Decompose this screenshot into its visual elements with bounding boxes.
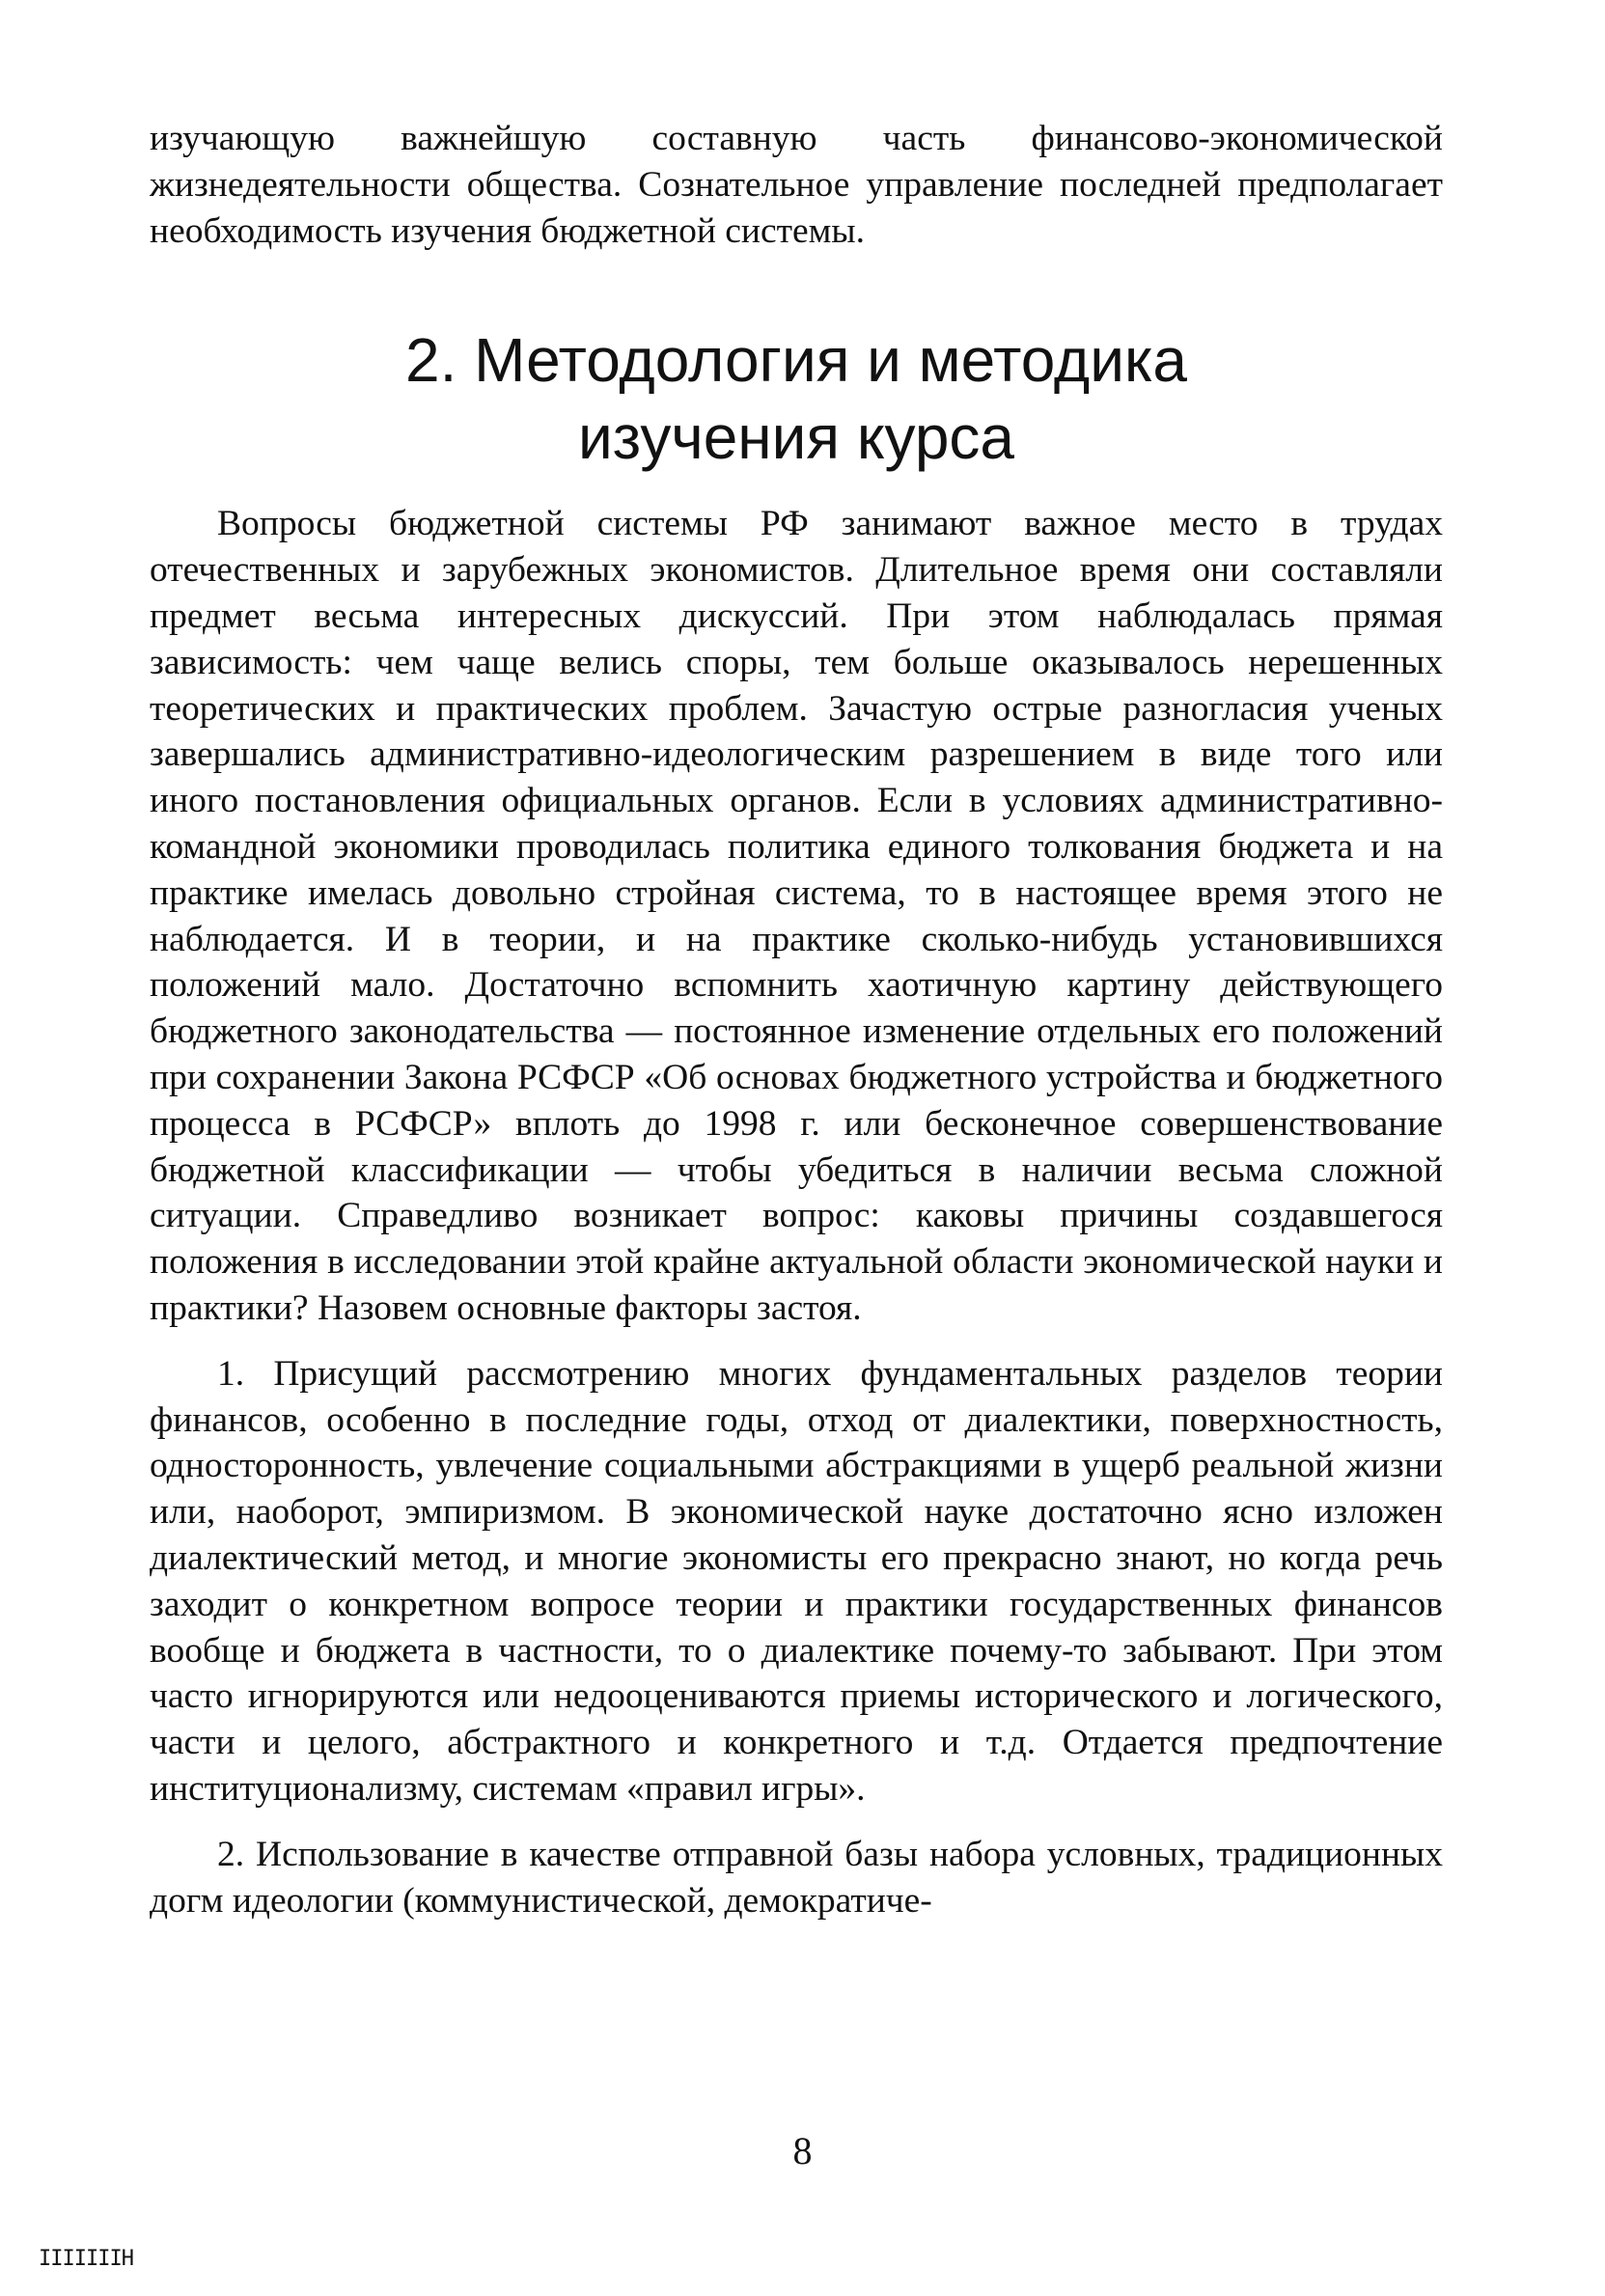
corner-mark: IIIIIIIH [39, 2247, 133, 2271]
intro-paragraph: изучающую важнейшую составную часть финансово-экономической жизнедеятельности общества. Сознательное управление последней предполагает необходимость изучения бюджетной системы. [150, 119, 1443, 251]
spacer [150, 1812, 1443, 1832]
page-number: 8 [792, 2129, 813, 2172]
list-item-1: 1. Присущий рассмотрению многих фундаментальных разделов теории финансов, особенно в последние годы, отход от диалектики, поверхностность, односторонность, увлечение социальными абстракциями в ущерб реальной жизни или, наоборот, эмпиризмом. В экономической науке достаточно ясно изложен диалектический метод, и многие экономисты его прекрасно знают, но когда речь заходит о конкретном вопросе теории и практики государственных финансов вообще и бюджета в частности, то о диалектике почему-то забывают. При этом часто игнорируются или недооцениваются приемы исторического и логического, части и целого, абстрактного и конкретного и т.д. Отдается предпочтение институционализму, системам «правил игры». [150, 1353, 1443, 1809]
section-title-line1: 2. Методология и методика [404, 325, 1188, 396]
list-item-2: 2. Использование в качестве отправной базы набора условных, традиционных догм идеологии (коммунистической, демократиче- [150, 1834, 1443, 1921]
spacer [150, 254, 1443, 321]
spacer [150, 1332, 1443, 1351]
section-heading [150, 321, 1443, 476]
spacer [150, 476, 1443, 501]
section-title-line2: изучения курса [577, 402, 1015, 473]
body-paragraph: Вопросы бюджетной системы РФ занимают важное место в трудах отечественных и зарубежных экономистов. Длительное время они составляли предмет весьма интересных дискуссий. При этом наблюдалась прямая зависимость: чем чаще велись споры, тем больше оказывалось нерешенных теоретических и практических проблем. Зачастую острые разногласия ученых завершались административно-идеологическим разрешением в виде того или иного постановления официальных органов. Если в условиях административно-командной экономики проводилась политика единого толкования бюджета и на практике имелась довольно стройная система, то в настоящее время этого не наблюдается. И в теории, и на практике сколько-нибудь установившихся положений мало. Достаточно вспомнить хаотичную картину действующего бюджетного законодательства — постоянное изменение отдельных его положений при сохранении Закона РСФСР «Об основах бюджетного устройства и бюджетного процесса в РСФСР» вплоть до 1998 г. или бесконечное совершенствование бюджетной классификации — чтобы убедиться в наличии весьма сложной ситуации. Справедливо возникает вопрос: каковы причины создавшегося положения в исследовании этой крайне актуальной области экономической науки и практики? Назовем основные факторы застоя. [150, 504, 1443, 1328]
page-body [150, 116, 1443, 1923]
